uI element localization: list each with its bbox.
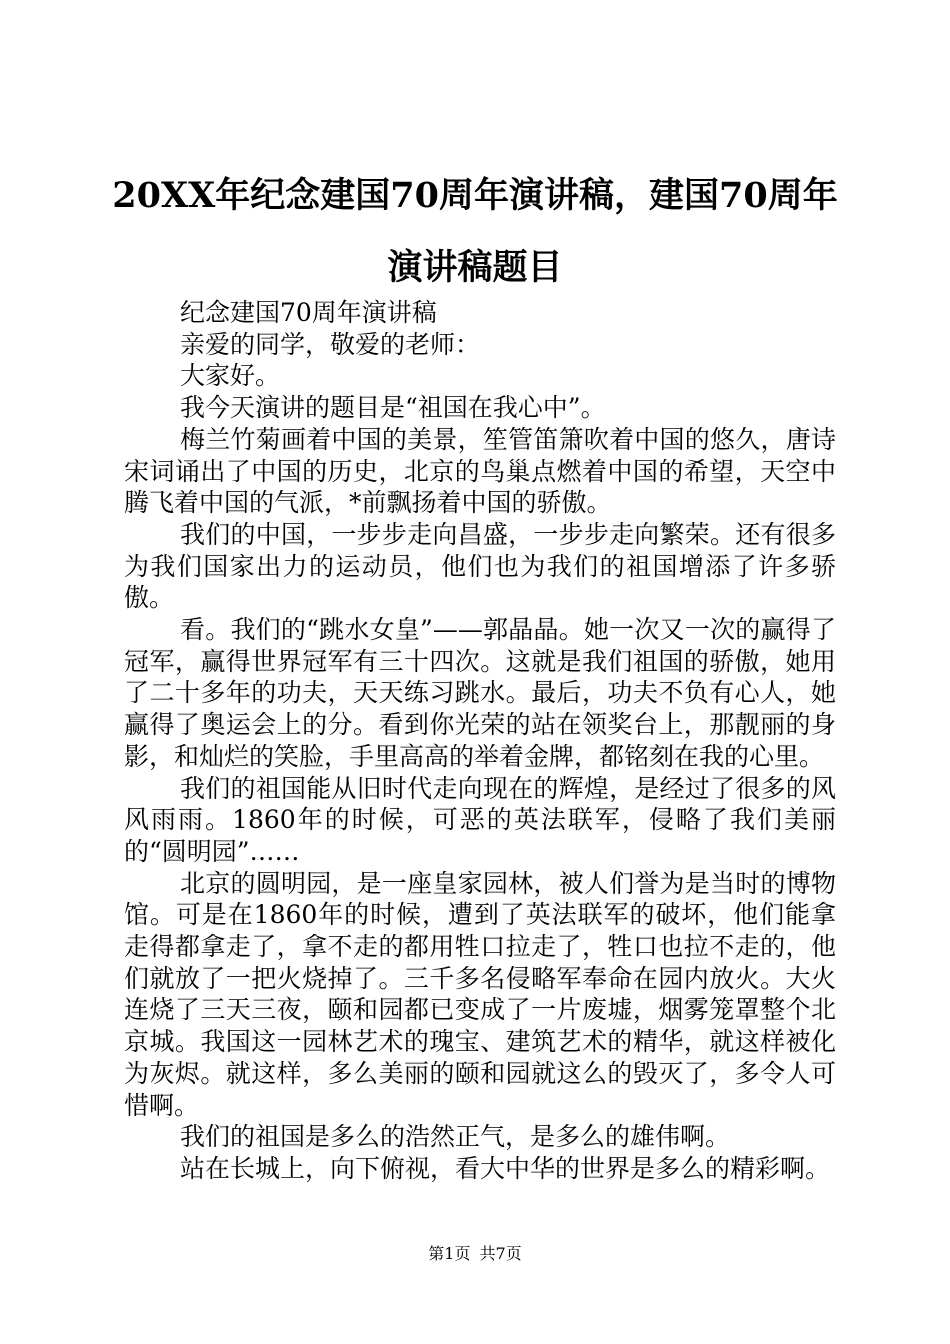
paragraph: 我们的祖国能从旧时代走向现在的辉煌，是经过了很多的风风雨雨。1860年的时候，可恶的英法联军，侵略了我们美丽的“圆明园”…… [124, 773, 836, 866]
paragraph: 大家好。 [180, 361, 281, 391]
paragraph: 看。我们的“跳水女皇”——郭晶晶。她一次又一次的赢得了冠军，赢得世界冠军有三十四次。这就是我们祖国的骄傲，她用了二十多年的功夫，天天练习跳水。最后，功夫不负有心人，她赢得了奥运会上的分。看到你光荣的站在领奖台上，那靓丽的身影，和灿烂的笑脸，手里高高的举着金牌，都铭刻在我的心里。 [124, 615, 836, 771]
paragraph: 我今天演讲的题目是“祖国在我心中”。 [180, 393, 606, 423]
page-total: 共7页 [479, 1244, 522, 1263]
page-number: 第1页 [428, 1244, 471, 1263]
paragraph: 梅兰竹菊画着中国的美景，笙管笛箫吹着中国的悠久，唐诗宋词诵出了中国的历史，北京的鸟巢点燃着中国的希望，天空中腾飞着中国的气派，*前飘扬着中国的骄傲。 [124, 424, 836, 518]
paragraph: 站在长城上，向下俯视，看大中华的世界是多么的精彩啊。 [180, 1153, 831, 1183]
paragraph: 亲爱的同学，敬爱的老师： [180, 329, 481, 359]
paragraph: 纪念建国70周年演讲稿 [180, 298, 437, 327]
document-body [124, 297, 836, 1185]
paragraph: 我们的祖国是多么的浩然正气，是多么的雄伟啊。 [180, 1122, 731, 1152]
paragraph: 我们的中国，一步步走向昌盛，一步步走向繁荣。还有很多为我们国家出力的运动员，他们也为我们的祖国增添了许多骄傲。 [124, 519, 836, 613]
page-footer [0, 1244, 950, 1264]
document-title: 20XX年纪念建国70周年演讲稿，建国70周年演讲稿题目 [112, 175, 838, 288]
paragraph: 北京的圆明园，是一座皇家园林，被人们誉为是当时的博物馆。可是在1860年的时候，遭到了英法联军的破坏，他们能拿走得都拿走了，拿不走的都用牲口拉走了，牲口也拉不走的，他们就放了一把火烧掉了。三千多名侵略军奉命在园内放火。大火连烧了三天三夜，颐和园都已变成了一片废墟，烟雾笼罩整个北京城。我国这一园林艺术的瑰宝、建筑艺术的精华，就这样被化为灰烬。就这样，多么美丽的颐和园就这么的毁灭了，多令人可惜啊。 [124, 868, 836, 1120]
